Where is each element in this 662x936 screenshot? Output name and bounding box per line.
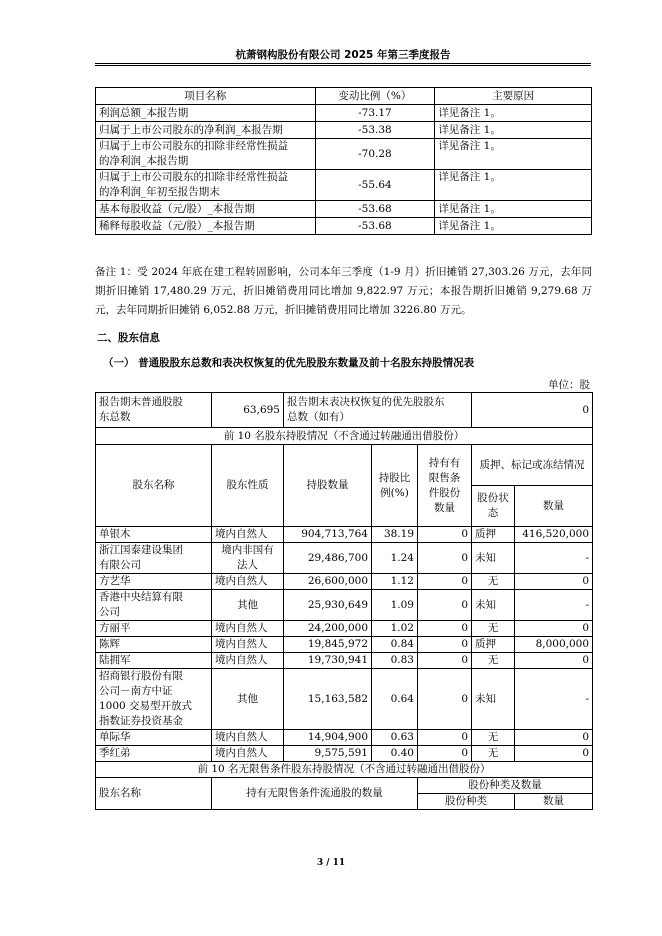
ratio-value: -53.68 [315,201,435,218]
pledge-qty: - [515,590,593,621]
reason-text: 详见备注 1。 [435,105,592,122]
header-line: 股份状 [477,492,509,504]
holder-nature: 境内自然人 [212,637,284,653]
holder-restricted: 0 [418,574,472,590]
holder-ratio: 0.40 [372,746,418,762]
item-name-line: 归属于上市公司股东的扣除非经常性损益 [99,171,288,183]
holder-nature: 其他 [212,590,284,621]
pledge-qty: 0 [515,746,593,762]
holder-ratio: 1.12 [372,574,418,590]
ur-col-header-type-qty: 数量 [515,794,593,810]
nature-line: 境内非国有 [221,544,274,556]
holder-name: 陈辉 [96,637,212,653]
holder-name: 季红弟 [96,746,212,762]
ratio-value: -70.28 [315,139,435,170]
pledge-qty: 0 [515,574,593,590]
pledge-qty: - [515,669,593,730]
total-holders-label [96,393,212,428]
table-row [96,122,592,139]
table-row [96,746,593,762]
name-line: 公司－南方中证 [99,685,173,697]
table-header-row [96,778,593,794]
name-line: 有限公司 [99,559,141,571]
reason-text: 详见备注 1。 [435,201,592,218]
col-header-name: 股东名称 [96,445,212,527]
holder-shares: 15,163,582 [284,669,372,730]
table-header-row [96,88,592,105]
holder-ratio: 38.19 [372,527,418,543]
item-name [96,170,316,201]
label-line: 东总数 [99,411,131,423]
pledge-qty: - [515,543,593,574]
holder-nature: 境内自然人 [212,730,284,746]
item-name: 归属于上市公司股东的净利润_本报告期 [96,122,316,139]
header-line: 持有有 [428,456,461,469]
table-row [96,637,593,653]
holder-name [96,669,212,730]
page-header-title: 杭萧钢构股份有限公司 2025 年第三季度报告 [235,49,451,61]
holder-shares: 9,575,591 [284,746,372,762]
col-header-pledge-qty: 数量 [515,486,593,527]
header-line: 限售条 [428,471,461,484]
table-row [96,218,592,235]
ratio-value: -53.68 [315,218,435,235]
pledge-status: 未知 [472,669,515,730]
holder-restricted: 0 [418,653,472,669]
ratio-value: -73.17 [315,105,435,122]
pledge-qty: 416,520,000 [515,527,593,543]
shareholder-table [95,392,593,810]
label-line: 报告期末普通股股 [99,396,183,408]
pledge-qty: 0 [515,621,593,637]
table-row [96,669,593,730]
pledge-status: 无 [472,746,515,762]
holder-restricted: 0 [418,543,472,574]
holder-nature: 境内自然人 [212,574,284,590]
holder-shares: 19,845,972 [284,637,372,653]
ur-col-header-type-kind: 股份种类 [418,794,515,810]
nature-line: 法人 [237,559,258,571]
holder-name [96,590,212,621]
header-line: 态 [487,507,499,519]
table-row [96,105,592,122]
table-row [96,170,592,201]
ratio-value: -55.64 [315,170,435,201]
pledge-status: 质押 [472,527,515,543]
ur-col-header-type: 股份种类及数量 [418,778,593,794]
unit-label: 单位：股 [548,379,590,391]
pref-holders-value: 0 [472,393,593,428]
holder-shares: 29,486,700 [284,543,372,574]
item-name-line: 的净利润_年初至报告期末 [99,186,220,198]
col-header-pledge: 质押、标记或冻结情况 [472,445,593,486]
holder-nature: 其他 [212,669,284,730]
holder-restricted: 0 [418,621,472,637]
change-ratio-table [95,87,592,235]
item-name-line: 归属于上市公司股东的扣除非经常性损益 [99,140,288,152]
pledge-qty: 0 [515,653,593,669]
table-row [96,590,593,621]
holder-shares: 904,713,764 [284,527,372,543]
pledge-status: 无 [472,730,515,746]
holder-ratio: 1.09 [372,590,418,621]
pledge-qty: 8,000,000 [515,637,593,653]
holder-shares: 14,904,900 [284,730,372,746]
table-row [96,574,593,590]
holder-ratio: 1.24 [372,543,418,574]
holder-name: 方艺华 [96,574,212,590]
col-header-item: 项目名称 [96,88,316,105]
ratio-value: -53.38 [315,122,435,139]
col-header-ratio [372,445,418,527]
holder-ratio: 1.02 [372,621,418,637]
item-name: 利润总额_本报告期 [96,105,316,122]
table-row [96,543,593,574]
item-name [96,139,316,170]
header-line: 件股份 [428,486,461,499]
top10-title-row [96,428,593,445]
reason-text: 详见备注 1。 [435,170,592,201]
holder-nature [212,543,284,574]
holder-shares: 26,600,000 [284,574,372,590]
ur-col-header-name: 股东名称 [96,778,212,810]
name-line: 香港中央结算有限 [99,591,183,603]
pledge-status: 未知 [472,543,515,574]
name-line: 浙江国泰建设集团 [99,544,183,556]
holder-name: 单际华 [96,730,212,746]
holder-restricted: 0 [418,527,472,543]
holder-ratio: 0.83 [372,653,418,669]
name-line: 招商银行股份有限 [99,670,183,682]
item-name: 稀释每股收益（元/股）_本报告期 [96,218,316,235]
col-header-pledge-status [472,486,515,527]
table-row [96,527,593,543]
pledge-status: 无 [472,621,515,637]
table-row [96,201,592,218]
holder-restricted: 0 [418,746,472,762]
pledge-status: 质押 [472,637,515,653]
holder-restricted: 0 [418,669,472,730]
holder-name [96,543,212,574]
header-line: 例(%) [380,486,409,499]
header-rule [95,63,591,64]
label-line: 报告期末表决权恢复的优先股股东 [287,396,445,408]
col-header-ratio: 变动比例（%） [315,88,435,105]
pref-holders-label [284,393,472,428]
holder-shares: 25,930,649 [284,590,372,621]
holder-nature: 境内自然人 [212,527,284,543]
label-line: 总数（如有） [287,411,350,423]
ur-col-header-qty: 持有无限售条件流通股的数量 [212,778,418,810]
holder-ratio: 0.63 [372,730,418,746]
table-header-row [96,445,593,486]
item-name: 基本每股收益（元/股）_本报告期 [96,201,316,218]
holder-restricted: 0 [418,590,472,621]
holder-ratio: 0.84 [372,637,418,653]
reason-text: 详见备注 1。 [435,122,592,139]
col-header-nature: 股东性质 [212,445,284,527]
col-header-reason: 主要原因 [435,88,592,105]
table-row [96,653,593,669]
table-row [96,730,593,746]
holder-name: 陆拥军 [96,653,212,669]
holder-restricted: 0 [418,730,472,746]
name-line: 1000 交易型开放式 [99,700,193,712]
top10-title: 前 10 名股东持股情况（不含通过转融通出借股份） [96,428,593,445]
header-line: 数量 [434,501,455,514]
holder-nature: 境内自然人 [212,621,284,637]
subsection-title: （一） 普通股股东总数和表决权恢复的优先股股东数量及前十名股东持股情况表 [103,357,475,369]
totals-row [96,393,593,428]
table-row [96,621,593,637]
note-paragraph: 备注 1：受 2024 年底在建工程转固影响，公司本年三季度（1-9 月）折旧摊销 27,303.26 万元，去年同期折旧摊销 17,480.29 万元，折旧摊销费用同比增加 9,822.97 万元；本报告期折旧摊销 9,279.68 万元，去年同期折旧摊销 6,052.88 万元，折旧摊销费用同比增加 3226.80 万元。 [95,266,592,316]
holder-shares: 19,730,941 [284,653,372,669]
pledge-status: 无 [472,574,515,590]
section-title: 二、股东信息 [97,332,160,344]
pledge-status: 未知 [472,590,515,621]
header-rule-double [95,65,591,66]
unrestricted-title-row [96,762,593,778]
total-holders-value: 63,695 [212,393,284,428]
holder-name: 单银木 [96,527,212,543]
holder-ratio: 0.64 [372,669,418,730]
item-name-line: 的净利润_本报告期 [99,155,189,167]
holder-shares: 24,200,000 [284,621,372,637]
pledge-status: 无 [472,653,515,669]
col-header-shares: 持股数量 [284,445,372,527]
page-number: 3 / 11 [316,858,346,868]
header-line: 持股比 [378,471,411,484]
reason-text: 详见备注 1。 [435,139,592,170]
holder-name: 方丽平 [96,621,212,637]
col-header-restricted [418,445,472,527]
holder-restricted: 0 [418,637,472,653]
holder-nature: 境内自然人 [212,653,284,669]
table-row [96,139,592,170]
reason-text: 详见备注 1。 [435,218,592,235]
unrestricted-title: 前 10 名无限售条件股东持股情况（不含通过转融通出借股份） [96,762,593,778]
holder-nature: 境内自然人 [212,746,284,762]
pledge-qty: 0 [515,730,593,746]
name-line: 公司 [99,606,120,618]
name-line: 指数证券投资基金 [99,715,183,727]
